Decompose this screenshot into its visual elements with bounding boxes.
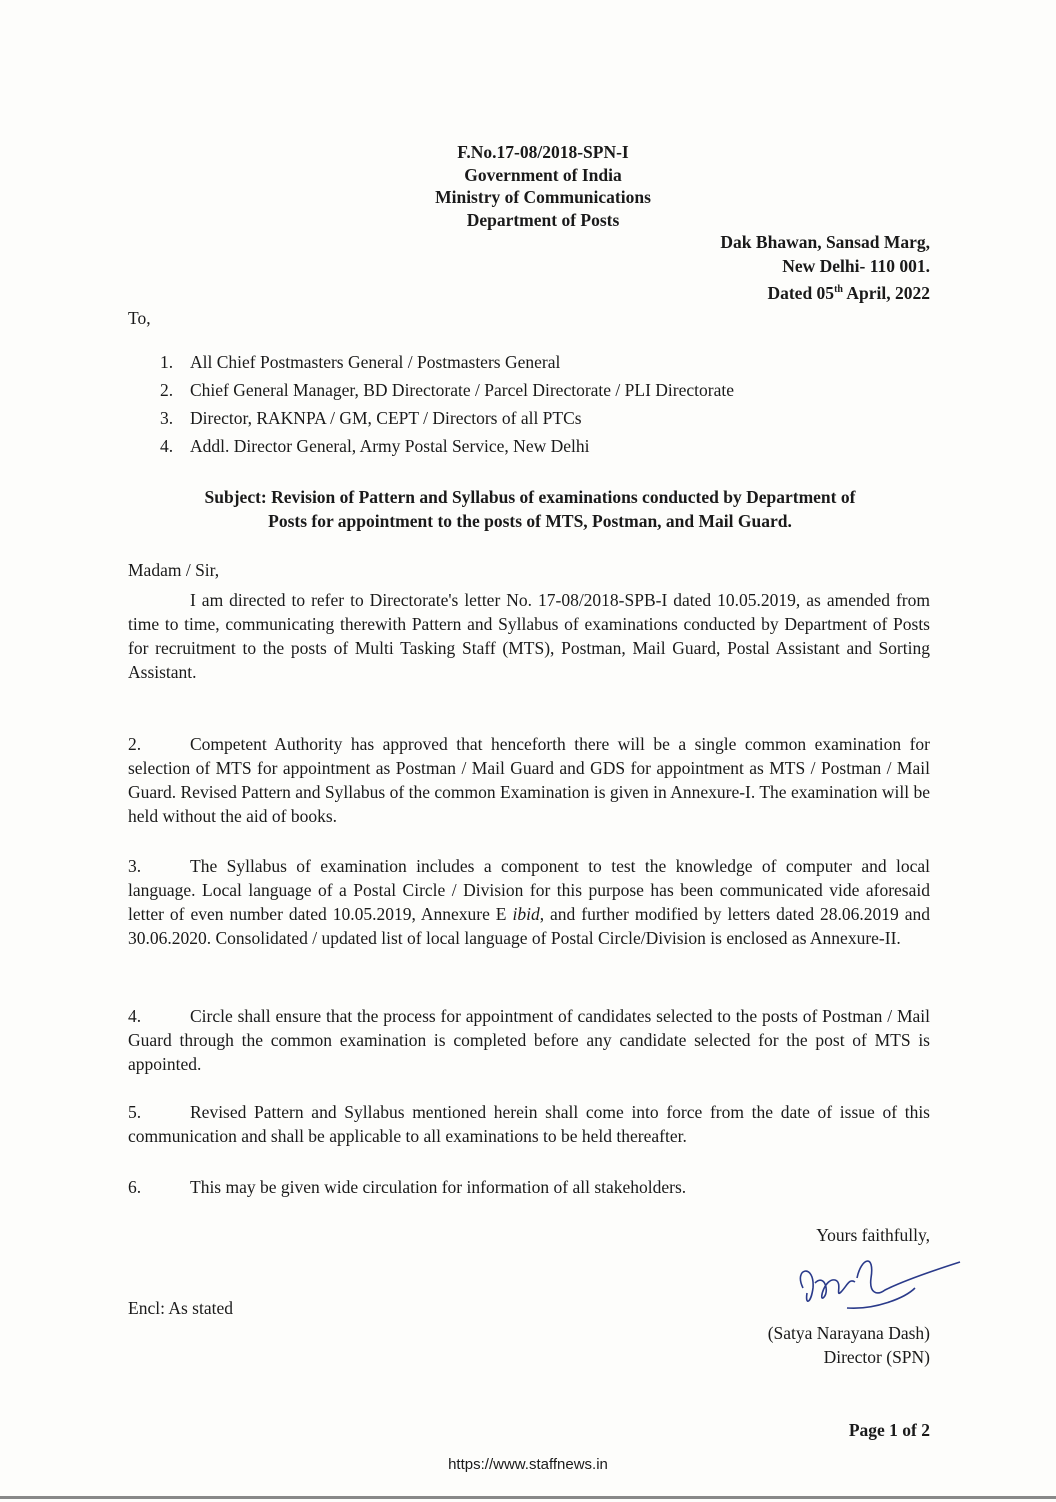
paragraph-2: [128, 732, 930, 828]
date-suffix: April, 2022: [842, 282, 930, 303]
paragraph-text: Revised Pattern and Syllabus mentioned herein shall come into force from the date of issue of this communication and shall be applicable to all examinations to be held thereafter.: [128, 1102, 930, 1146]
signatory-block: [768, 1321, 930, 1369]
list-item: [160, 432, 734, 460]
to-label: To,: [128, 308, 151, 328]
government-name: Government of India: [464, 164, 622, 185]
file-number: F.No.17-08/2018-SPN-I: [457, 142, 629, 162]
subject-line-1: Subject: Revision of Pattern and Syllabus of examinations conducted by Department of: [204, 487, 856, 507]
address-line-2: New Delhi- 110 001.: [782, 256, 930, 276]
list-text: Addl. Director General, Army Postal Service, New Delhi: [190, 436, 590, 456]
list-number: 3.: [160, 408, 174, 428]
address-block: [720, 230, 930, 305]
list-item: [160, 404, 734, 432]
subject-line-2: Posts for appointment to the posts of MTS, Postman, and Mail Guard.: [268, 511, 792, 531]
signature-image: [785, 1248, 965, 1318]
paragraph-text: Circle shall ensure that the process for appointment of candidates selected to the posts of Postman / Mail Guard through the common examination is completed before any candidate selected for the post of MTS is appointed.: [128, 1006, 930, 1074]
ministry-name: Ministry of Communications: [435, 187, 651, 207]
list-number: 2.: [160, 380, 174, 400]
letterhead: [0, 141, 1056, 231]
date-prefix: Dated 05: [767, 282, 835, 303]
paragraph-number: 2.: [128, 734, 142, 754]
department-name: Department of Posts: [466, 209, 620, 230]
paragraph-4: [128, 1004, 930, 1076]
paragraph-text: , and further modified by letters dated 28.06.2019 and 30.06.2020. Consolidated / updated list of local language of Postal Circle/Division is enclosed as Annexure-II.: [128, 904, 931, 948]
list-text: Chief General Manager, BD Directorate / Parcel Directorate / PLI Directorate: [190, 380, 734, 400]
footer-url[interactable]: https://www.staffnews.in: [448, 1456, 608, 1473]
paragraph-1: I am directed to refer to Directorate's letter No. 17-08/2018-SPB-I dated 10.05.2019, as amended from time to time, communicating therewith Pattern and Syllabus of examinations conducted by Department of Posts for recruitment to the posts of Multi Tasking Staff (MTS), Postman, Mail Guard, Postal Assistant and Sorting Assistant.: [128, 590, 930, 682]
paragraph-3: [128, 854, 930, 950]
closing: Yours faithfully,: [816, 1225, 930, 1245]
list-text: All Chief Postmasters General / Postmasters General: [190, 352, 561, 372]
letter-date: [720, 278, 930, 305]
list-text: Director, RAKNPA / GM, CEPT / Directors of all PTCs: [190, 408, 582, 428]
date-sup: th: [834, 284, 843, 295]
page-bottom-border: [0, 1496, 1056, 1499]
paragraph-number: 5.: [128, 1102, 142, 1122]
list-number: 4.: [160, 436, 174, 456]
enclosure-note: Encl: As stated: [128, 1298, 233, 1318]
list-item: [160, 376, 734, 404]
list-item: [160, 348, 734, 376]
subject: [128, 485, 932, 533]
paragraph-text: Competent Authority has approved that henceforth there will be a single common examination for selection of MTS for appointment as Postman / Mail Guard and GDS for appointment as MTS / Postman / Mail Guard. Revised Pattern and Syllabus of the common Examination is given in Annexure-I. The examination will be held without the aid of books.: [128, 734, 930, 826]
signatory-name: (Satya Narayana Dash): [767, 1323, 930, 1343]
ibid-text: ibid: [512, 904, 540, 924]
paragraph-5: [128, 1100, 930, 1148]
page-number: Page 1 of 2: [848, 1420, 930, 1440]
address-line-1: Dak Bhawan, Sansad Marg,: [720, 232, 930, 252]
paragraph-text: This may be given wide circulation for information of all stakeholders.: [190, 1177, 687, 1197]
recipient-list: [160, 348, 734, 460]
paragraph-text: The Syllabus of examination includes a component to test the knowledge of computer and local language. Local language of a Postal Circle / Division for this purpose has been communicated vide aforesaid letter of even number dated 10.05.2019, Annexure E: [128, 856, 930, 924]
list-number: 1.: [160, 352, 174, 372]
signatory-title: Director (SPN): [823, 1347, 930, 1367]
paragraph-number: 3.: [128, 856, 142, 876]
paragraph-number: 6.: [128, 1177, 142, 1197]
paragraph-6: [128, 1175, 930, 1199]
salutation: Madam / Sir,: [128, 560, 220, 580]
paragraph-number: 4.: [128, 1006, 142, 1026]
